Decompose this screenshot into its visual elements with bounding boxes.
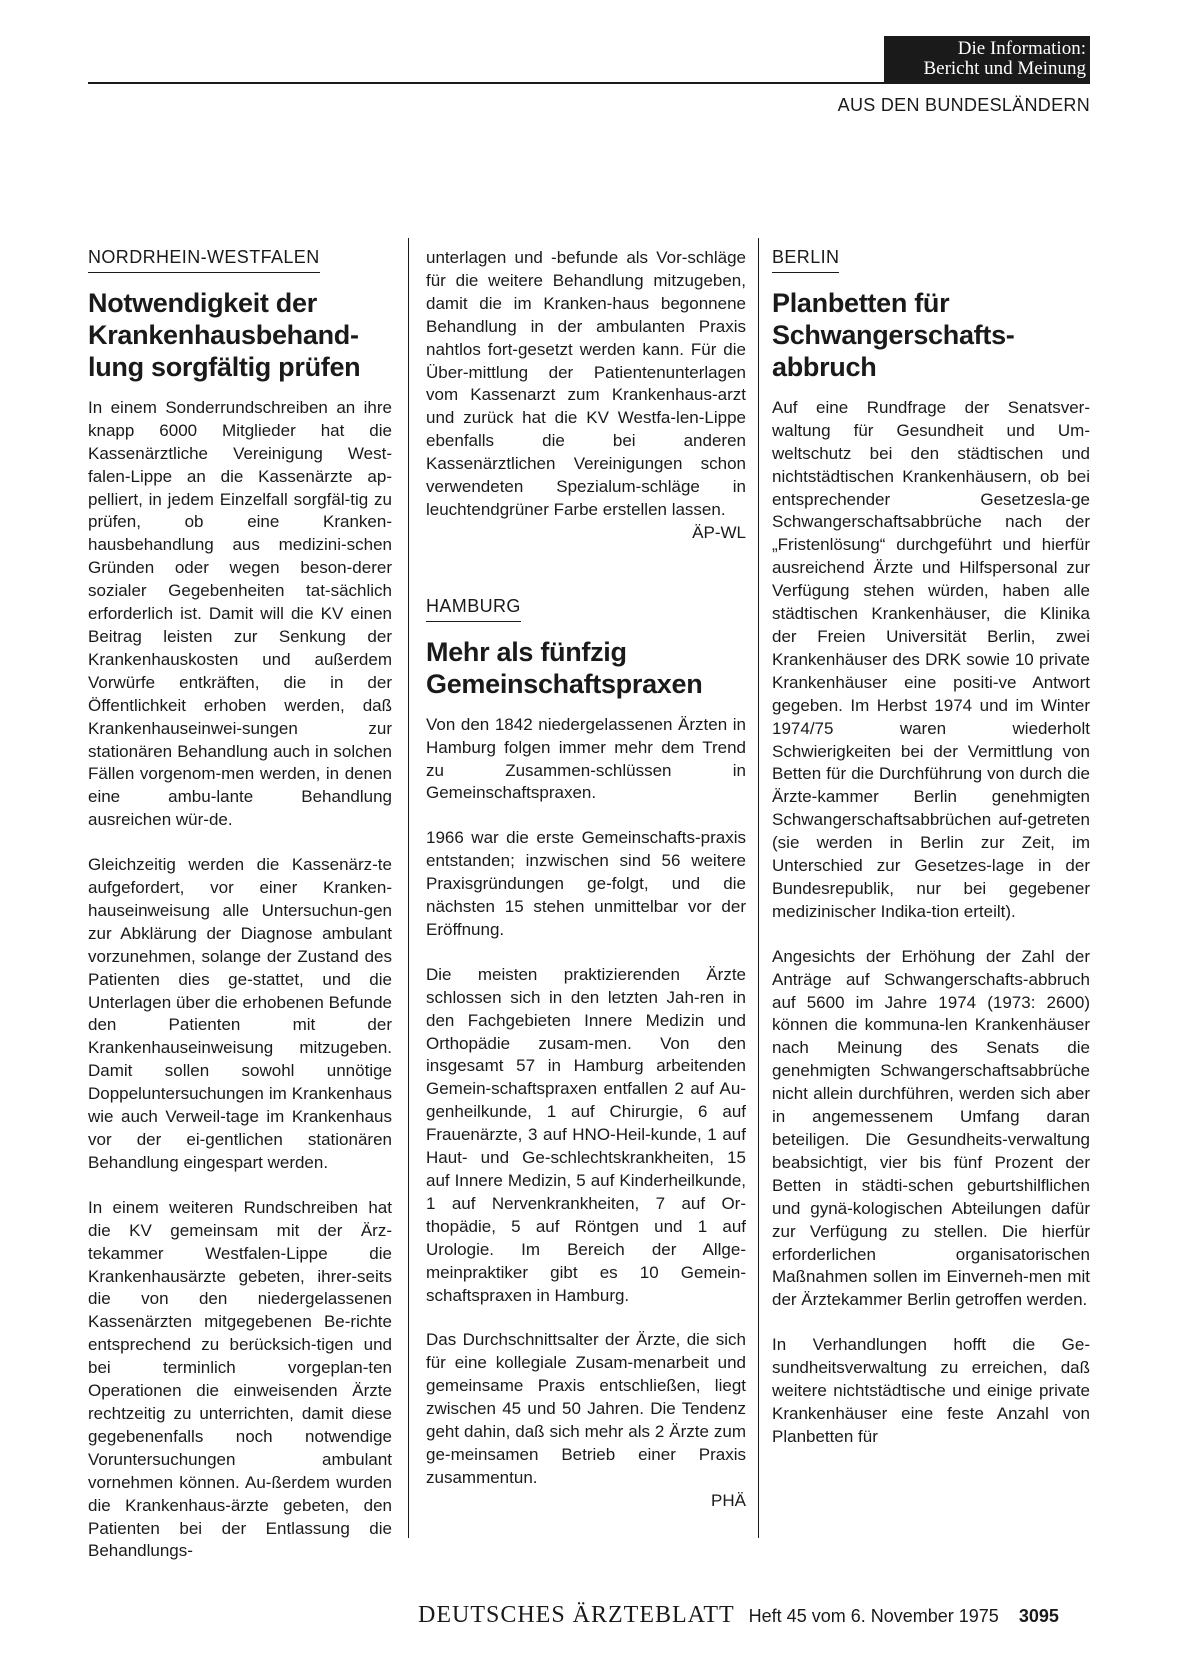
journal-name: DEUTSCHES ÄRZTEBLATT bbox=[418, 1602, 735, 1628]
rubric-line-2: Bericht und Meinung bbox=[923, 58, 1086, 79]
paragraph: Auf eine Rundfrage der Senatsver-waltung für Gesundheit und Um-weltschutz bei den städtischen und nichtstädtischen Krankenhäusern, ob bei entsprechender Gesetzesla-ge Schwangerschaftsabbrüche nach der „Fristenlösung“ durchgeführt und hierfür ausreichend Ärzte und Hilfspersonal zur Verfügung stehen würden, haben alle städtischen Krankenhäuser, die Klinika der Freien Universität Berlin, zwei Krankenhäuser des DRK sowie 10 private Krankenhäuser eine positi-ve Antwort gegeben. Im Herbst 1974 und im Winter 1974/75 waren wiederholt Schwierigkeiten bei der Vermittlung von Betten für die Durchführung von durch die Ärzte-kammer Berlin genehmigten Schwangerschaftsabbrüchen auf-getreten (sie werden in Berlin zur Zeit, im Unterschied zur Gesetzes-lage in der Bundesrepublik, nur bei gegebener medizinischer Indika-tion erteilt). bbox=[772, 397, 1090, 921]
column-divider-1 bbox=[408, 238, 409, 1538]
paragraph: In Verhandlungen hofft die Ge-sundheitsverwaltung zu erreichen, daß weitere nichtstädtische und einige private Krankenhäuser eine feste Anzahl von Planbetten für bbox=[772, 1335, 1090, 1446]
paragraph: Gleichzeitig werden die Kassenärz-te aufgefordert, vor einer Kranken-hauseinweisung alle Untersuchun-gen zur Abklärung der Diagnose ambulant vorzunehmen, solange der Zustand des Patienten dies ge-stattet, und die Unterlagen über die erhobenen Befunde den Patienten mit der Krankenhauseinweisung mitzugeben. Damit sollen sowohl unnötige Doppeluntersuchungen im Krankenhaus wie auch Verweil-tage im Krankenhaus vor der ei-gentlichen stationären Behandlung eingespart werden. bbox=[88, 855, 392, 1172]
signature-nrw: ÄP-WL bbox=[692, 522, 746, 542]
page-footer bbox=[418, 1602, 1090, 1629]
paragraph-continuation bbox=[426, 247, 746, 522]
page-number: 3095 bbox=[1018, 1606, 1059, 1626]
rubric-box bbox=[884, 36, 1090, 82]
headline-hamburg: Mehr als fünfzig Gemeinschaftspraxen bbox=[426, 636, 703, 699]
column-3 bbox=[772, 246, 1090, 1449]
paragraph: In einem weiteren Rundschreiben hat die KV gemeinsam mit der Ärz-tekammer Westfalen-Lippe die Krankenhausärzte gebeten, ihrer-seits die von den niedergelassenen Kassenärzten mitgegebenen Be-richte entsprechend zu berücksich-tigen und bei terminlich vorgeplan-ten Operationen die einweisenden Ärzte rechtzeitig zu unterrichten, damit diese gegebenenfalls noch notwendige Voruntersuchungen ambulant vornehmen können. Au-ßerdem wurden die Krankenhaus-ärzte gebeten, den Patienten bei der Entlassung die Behandlungs- bbox=[88, 1197, 392, 1561]
paragraph: Die meisten praktizierenden Ärzte schlossen sich in den letzten Jah-ren in den Fachgebieten Innere Medizin und Orthopädie zusam-men. Von den insgesamt 57 in Hamburg arbeitenden Gemein-schaftspraxen entfallen 2 auf Au-genheilkunde, 1 auf Chirurgie, 6 auf Frauenärzte, 3 auf HNO-Heil-kunde, 1 auf Haut- und Ge-schlechtskrankheiten, 15 auf Innere Medizin, 5 auf Kinderheilkunde, 1 auf Nervenkrankheiten, 7 auf Or-thopädie, 5 auf Röntgen und 1 auf Urologie. Im Bereich der Allge-meinpraktiker gibt es 10 Gemein-schaftspraxen in Hamburg. bbox=[426, 964, 746, 1305]
headline-berlin: Planbetten für Schwangerschafts-abbruch bbox=[772, 287, 1015, 382]
headline-nrw: Notwendigkeit der Krankenhausbehand-lung sorgfältig prüfen bbox=[88, 287, 361, 382]
continuation-text: unterlagen und -befunde als Vor-schläge für die weitere Behandlung mitzugeben, damit die im Kranken-haus begonnene Behandlung in der ambulanten Praxis nahtlos fort-gesetzt werden kann. Für die Über-mittlung der Patientenunterlagen vom Kassenarzt zum Krankenhaus-arzt und zurück hat die KV Westfa-len-Lippe ebenfalls die bei anderen Kassenärztlichen Vereinigungen schon verwendeten Spezialum-schläge in leuchtendgrüner Farbe erstellen lassen. bbox=[426, 248, 746, 519]
paragraph: In einem Sonderrundschreiben an ihre knapp 6000 Mitglieder hat die Kassenärztliche Vereinigung West-falen-Lippe an die Kassenärzte ap-pelliert, in jedem Einzelfall sorgfäl-tig zu prüfen, ob eine Kranken-hausbehandlung aus medizini-schen Gründen oder wegen beson-derer sozialer Gegebenheiten tat-sächlich erforderlich ist. Damit will die KV einen Beitrag leisten zur Senkung der Krankenhauskosten und außerdem Vorwürfe entkräften, die in der Öffentlichkeit erhoben werden, daß Krankenhauseinwei-sungen zur stationären Behandlung auch in solchen Fällen vorgenom-men werden, in denen eine ambu-lante Behandlung ausreichen wür-de. bbox=[88, 397, 392, 830]
column-1 bbox=[88, 246, 392, 1563]
column-2 bbox=[426, 247, 746, 1513]
paragraph: Von den 1842 niedergelassenen Ärzten in Hamburg folgen immer mehr dem Trend zu Zusammen-schlüssen in Gemeinschaftspraxen. bbox=[426, 714, 746, 803]
header-rule bbox=[88, 82, 1090, 84]
section-title: AUS DEN BUNDESLÄNDERN bbox=[837, 95, 1090, 115]
region-label-berlin: BERLIN bbox=[772, 246, 839, 273]
paragraph: Angesichts der Erhöhung der Zahl der Anträge auf Schwangerschafts-abbruch auf 5600 im Jahre 1974 (1973: 2600) können die kommuna-len Krankenhäuser nach Meinung des Senats die genehmigten Schwangerschaftsabbrüche nicht allein durchführen, werden sich aber in angemessenem Umfang daran beteiligen. Die Gesundheits-verwaltung beabsichtigt, vier bis fünf Prozent der Betten in städti-schen geburtshilflichen und gynä-kologischen Abteilungen dafür zur Verfügung zu stellen. Die hierfür erforderlichen organisatorischen Maßnahmen sollen im Einverneh-men mit der Ärztekammer Berlin getroffen werden. bbox=[772, 946, 1090, 1310]
column-divider-2 bbox=[758, 238, 759, 1538]
paragraph: 1966 war die erste Gemeinschafts-praxis entstanden; inzwischen sind 56 weitere Praxisgründungen ge-folgt, und die nächsten 15 stehen unmittelbar vor der Eröffnung. bbox=[426, 828, 746, 939]
rubric-line-1: Die Information: bbox=[957, 38, 1086, 59]
paragraph: Das Durchschnittsalter der Ärzte, die sich für eine kollegiale Zusam-menarbeit und gemeinsame Praxis entschließen, liegt zwischen 45 und 50 Jahren. Die Tendenz geht dahin, daß sich mehr als 2 Ärzte zum ge-meinsamen Betrieb einer Praxis zusammentun. bbox=[426, 1330, 746, 1487]
signature-hamburg: PHÄ bbox=[711, 1490, 746, 1510]
region-label-hamburg: HAMBURG bbox=[426, 595, 521, 622]
region-label-nrw: NORDRHEIN-WESTFALEN bbox=[88, 246, 320, 273]
issue-info: Heft 45 vom 6. November 1975 bbox=[748, 1606, 999, 1626]
